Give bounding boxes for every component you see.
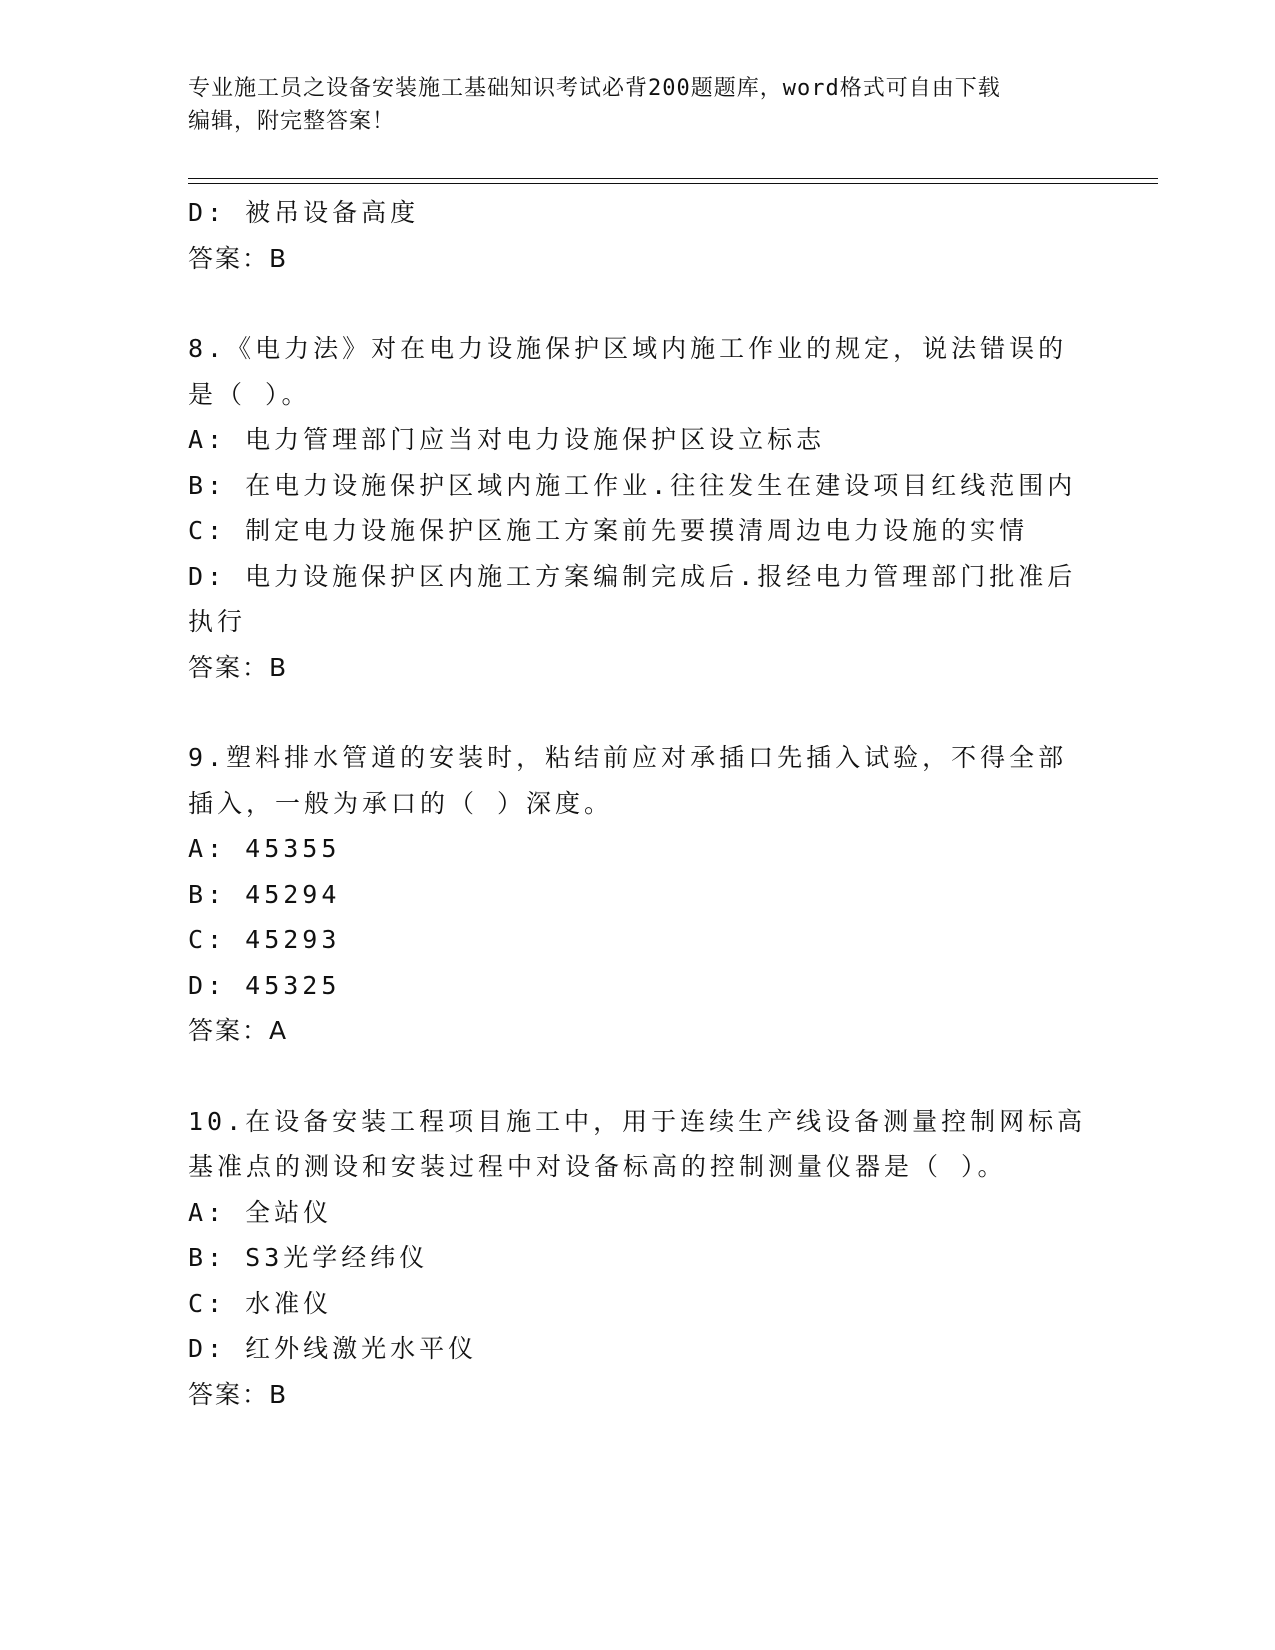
spacer <box>188 690 1088 735</box>
question-list <box>188 190 1088 1417</box>
question-stem-continued: 是（ ）。 <box>188 379 311 409</box>
option-d: D: 被吊设备高度 <box>188 198 420 227</box>
answer-text: 答案：B <box>188 243 289 273</box>
question-stem: 9.塑料排水管道的安装时，粘结前应对承插口先插入试验，不得全部 <box>188 743 1068 772</box>
answer-text: 答案：A <box>188 1016 289 1045</box>
option-b: B: 在电力设施保护区域内施工作业.往往发生在建设项目红线范围内 <box>188 470 1077 500</box>
header-divider-bottom <box>188 183 1158 184</box>
option-c: C: 45293 <box>188 925 341 954</box>
option-c: C: 水准仪 <box>188 1288 333 1318</box>
question-10 <box>188 1099 1088 1418</box>
question-8 <box>188 326 1088 690</box>
option-d: D: 45325 <box>188 970 341 1000</box>
question-9 <box>188 735 1088 1054</box>
option-d: D: 红外线激光水平仪 <box>188 1334 478 1363</box>
option-b: B: 45294 <box>188 879 341 909</box>
answer-text: 答案：B <box>188 1379 289 1409</box>
spacer <box>188 1054 1088 1099</box>
option-a: A: 全站仪 <box>188 1197 333 1227</box>
question-stem-continued: 插入，一般为承口的（ ）深度。 <box>188 788 614 818</box>
option-b: B: S3光学经纬仪 <box>188 1243 429 1272</box>
header-title-line1: 专业施工员之设备安装施工基础知识考试必背200题题库，word格式可自由下载 <box>188 76 1001 101</box>
question-stem-continued: 基准点的测设和安装过程中对设备标高的控制测量仪器是（ ）。 <box>188 1152 1007 1181</box>
header-title-line2: 编辑，附完整答案！ <box>188 109 396 134</box>
option-d-continued: 执行 <box>188 607 247 636</box>
option-a: A: 电力管理部门应当对电力设施保护区设立标志 <box>188 425 826 454</box>
header-divider-top <box>188 178 1158 179</box>
option-d: D: 电力设施保护区内施工方案编制完成后.报经电力管理部门批准后 <box>188 561 1077 591</box>
question-stem: 8.《电力法》对在电力设施保护区域内施工作业的规定，说法错误的 <box>188 334 1068 363</box>
question-7-tail <box>188 190 1088 281</box>
option-c: C: 制定电力设施保护区施工方案前先要摸清周边电力设施的实情 <box>188 516 1029 545</box>
page-header <box>188 72 1088 138</box>
answer-text: 答案：B <box>188 652 289 682</box>
spacer <box>188 281 1088 326</box>
option-a: A: 45355 <box>188 834 341 863</box>
question-stem: 10.在设备安装工程项目施工中，用于连续生产线设备测量控制网标高 <box>188 1106 1087 1136</box>
